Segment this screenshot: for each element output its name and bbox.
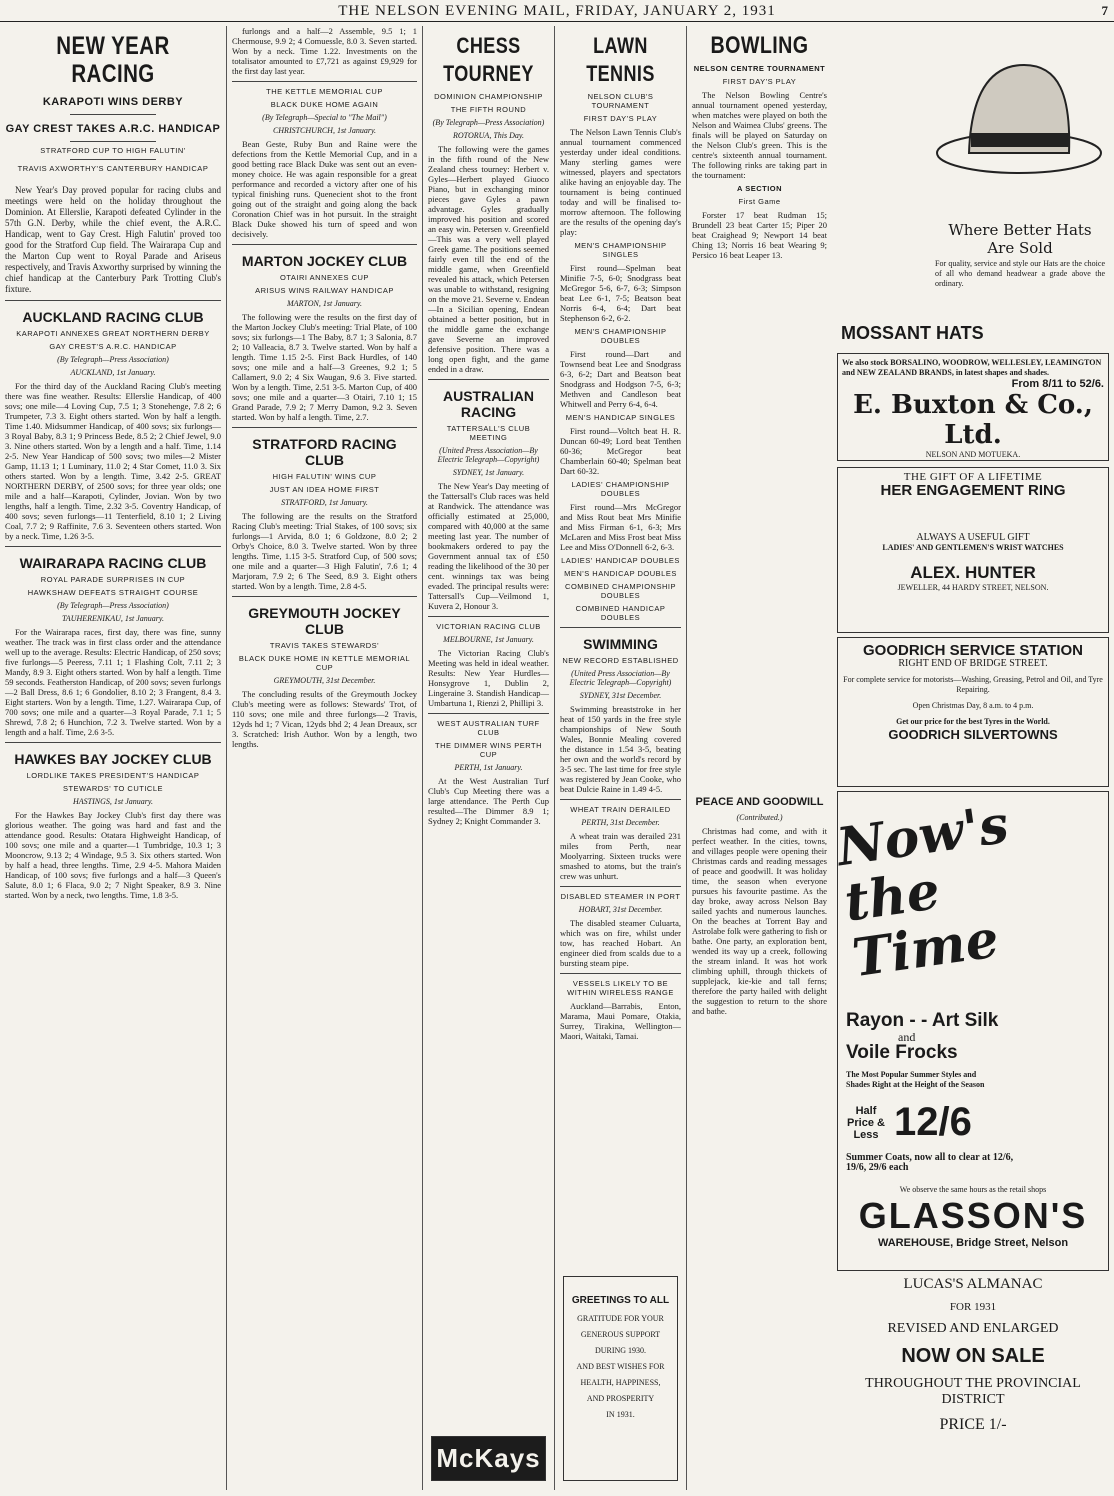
ad-copy: We also stock BORSALINO, WOODROW, WELLESLEY, LEAMINGTON and NEW ZEALAND BRANDS, in latest shapes and shades. — [842, 358, 1102, 377]
ad-line: RIGHT END OF BRIDGE STREET. — [898, 658, 1048, 669]
ad-address: JEWELLER, 44 HARDY STREET, NELSON. — [897, 583, 1049, 592]
divider — [70, 114, 156, 115]
subhead: DISABLED STEAMER IN PORT — [560, 892, 681, 901]
credit: (By Telegraph—Press Association) — [432, 118, 545, 127]
dateline: PERTH, 31st December. — [581, 818, 660, 827]
subhead: MEN'S CHAMPIONSHIP SINGLES — [574, 241, 667, 259]
credit: (By Telegraph—Press Association) — [57, 601, 169, 610]
ad-line: FOR 1931 — [949, 1301, 997, 1313]
ad-line: AND PROSPERITY — [586, 1394, 655, 1403]
ad-line: NOW ON SALE — [901, 1345, 1045, 1367]
jewellery-advertisement — [837, 467, 1109, 633]
dateline: ROTORUA, This Day. — [453, 131, 524, 140]
subhead: MEN'S HANDICAP DOUBLES — [564, 569, 677, 578]
subhead: WEST AUSTRALIAN TURF CLUB — [437, 719, 540, 737]
dateline: MELBOURNE, 1st January. — [443, 635, 534, 644]
column-5 — [687, 26, 1114, 1490]
ad-address: NELSON AND MOTUEKA. — [925, 450, 1021, 459]
ad-brand: MOSSANT HATS — [841, 323, 984, 343]
subhead: NELSON CLUB'S TOURNAMENT — [587, 92, 654, 110]
subhead: TRAVIS AXWORTHY'S CANTERBURY HANDICAP — [17, 164, 209, 173]
headline-bowling: BOWLING — [710, 32, 809, 59]
subhead: DOMINION CHAMPIONSHIP — [434, 92, 543, 101]
greetings-advertisement — [563, 1276, 678, 1481]
article-body: The Nelson Bowling Centre's annual tournament opened yesterday, when matches were played on both the Nelson and Waimea Clubs' greens. The finals will be played on Saturday on the Nelson Club's green. This is the centre's sixteenth annual tournament. The following rinks are taking part in the tournament: — [692, 90, 827, 180]
ad-headline: LUCAS'S ALMANAC — [903, 1276, 1043, 1292]
subhead: WHEAT TRAIN DERAILED — [570, 805, 671, 814]
divider — [232, 596, 417, 597]
dateline: SYDNEY, 1st January. — [452, 468, 525, 477]
ad-line: IN 1931. — [606, 1410, 635, 1419]
ad-line: HEALTH, HAPPINESS, — [580, 1378, 661, 1387]
ad-line: Open Christmas Day, 8 a.m. to 4 p.m. — [912, 701, 1034, 710]
article-body: First round—Voltch beat H. R. Duncan 60-49; Lord beat Tenthen 60-36; McGregor beat Chamberlain 60-40; Spelman beat Dart 60-32. — [560, 426, 681, 476]
ad-headline: GOODRICH SERVICE STATION — [862, 642, 1084, 659]
subhead: OTAIRI ANNEXES CUP — [280, 273, 369, 282]
column-1 — [0, 26, 226, 1490]
article-body: The New Year's Day meeting of the Tattersall's Club races was held at Randwick. The attendance was officially estimated at 25,000, compared with 40,000 at the same meeting last year. The number of bookmakers ordered to pay the Government annual tax of £50 reading the likelihood of the 30 per cent. winnings tax was being evaded. The principal results were: Tattersall's Cup—Veilmond 1, Kuvera 2, Honour 3. — [428, 481, 549, 611]
section-heading: WAIRARAPA RACING CLUB — [19, 555, 207, 571]
hat-advertisement — [837, 31, 1109, 351]
divider — [428, 713, 549, 714]
subhead: GAY CREST'S A.R.C. HANDICAP — [49, 342, 177, 351]
ad-line: THE GIFT OF A LIFETIME — [903, 471, 1043, 483]
section-heading: AUSTRALIAN RACING — [443, 388, 534, 420]
article-body: Bean Geste, Ruby Bun and Raine were the defections from the Kettle Memorial Cup, and in a good betting race Black Duke was sent out an even-money choice. He was again responsible for a great performance and recorded a victory after one of his typical finishing runs. Quenecient shot to the front going out of the straight and going along the back Coronation Chief was in hot pursuit. In the straight Black Duke showed his turn of speed and won decisively. — [232, 139, 417, 239]
dateline: CHRISTCHURCH, 1st January. — [272, 126, 377, 135]
subhead: HIGH FALUTIN' WINS CUP — [272, 472, 377, 481]
dateline: AUCKLAND, 1st January. — [70, 368, 156, 377]
subhead: KARAPOTI ANNEXES GREAT NORTHERN DERBY — [16, 329, 210, 338]
divider — [232, 81, 417, 82]
divider — [428, 379, 549, 380]
divider — [5, 546, 221, 547]
subhead: VESSELS LIKELY TO BE WITHIN WIRELESS RANGE — [567, 979, 674, 997]
ad-price: From 8/11 to 52/6. — [1011, 378, 1104, 390]
ad-brand: ALEX. HUNTER — [910, 563, 1036, 582]
section-heading: PEACE AND GOODWILL — [695, 796, 824, 808]
article-body: At the West Australian Turf Club's Cup Meeting there was a large attendance. The Perth Cup resulted—The Dimmer 8.9 1; Sydney 2; Knight Commander 3. — [428, 776, 549, 826]
credit: (By Telegraph—Press Association) — [57, 355, 169, 364]
ad-address: WAREHOUSE, Bridge Street, Nelson — [877, 1237, 1069, 1249]
article-body: Swimming breaststroke in her heat of 150 yards in the free style championships of New South Wales, Bonnie Mealing covered the distance in 1.54 3-5, beating her own and the world's record by 3-5 sec. The last time for free style was registered by Jean Cooke, who beat Dulcie Raine in 1.49 4-5. — [560, 704, 681, 794]
ad-brand: GLASSON'S — [858, 1195, 1088, 1236]
article-body: The concluding results of the Greymouth Jockey Club's meeting were as follows: Stewards' Trot, of 110 sovs; one mile and three furlongs—2 Travis, 12yds hd 1; 7 Vican, 12yds bhd 2; 4 Jean Dreaux, scr 3. Scratched: Irish Author. Won by a length, two lengths. — [232, 689, 417, 749]
dateline: TAUHERENIKAU, 1st January. — [61, 614, 165, 623]
ad-line: We observe the same hours as the retail shops — [899, 1185, 1047, 1194]
ad-price: PRICE 1/- — [939, 1416, 1007, 1433]
dateline: HOBART, 31st December. — [578, 905, 663, 914]
mckays-advertisement — [431, 1436, 546, 1481]
section-heading: STRATFORD RACING CLUB — [252, 436, 397, 468]
peace-article — [687, 786, 832, 1490]
ad-brand: McKays — [436, 1443, 541, 1473]
dateline: PERTH, 1st January. — [454, 763, 523, 772]
subhead: NEW RECORD ESTABLISHED — [562, 656, 679, 665]
subhead: STEWARDS' TO CUTICLE — [62, 784, 164, 793]
divider — [5, 742, 221, 743]
headline-chess-tourney: CHESS TOURNEY — [443, 33, 534, 86]
subhead: GAY CREST TAKES A.R.C. HANDICAP — [5, 123, 221, 135]
subhead: LADIES' HANDICAP DOUBLES — [561, 556, 680, 565]
subhead: NELSON CENTRE TOURNAMENT — [693, 64, 826, 73]
ad-headline: Rayon - - Art Silk — [846, 1010, 999, 1031]
ad-tagline: Where Better Hats Are Sold — [948, 221, 1092, 257]
ad-price-row — [838, 1100, 1108, 1145]
section-heading: SWIMMING — [583, 636, 658, 652]
dateline: STRATFORD, 1st January. — [281, 498, 368, 507]
article-body: The Nelson Lawn Tennis Club's annual tournament commenced yesterday under ideal conditions. Many sterling games were witnessed, players and spectators alike having an enjoyable day. The tournament is being continued today and will be finalised to-morrow afternoon. The following are the results of the opening day's play: — [560, 127, 681, 237]
ring-illustration — [842, 499, 1104, 533]
glassons-advertisement — [833, 791, 1109, 1271]
credit: (United Press Association—By Electric Telegraph—Copyright) — [569, 669, 672, 687]
subhead: FIRST DAY'S PLAY — [722, 77, 797, 86]
subhead: A SECTION — [736, 184, 783, 193]
article-body: Forster 17 beat Rudman 15; Brundell 23 beat Carter 15; Piper 20 beat Craighead 9; Newport 14 beat Ching 13; Norris 16 beat Wearing 9; Persico 16 beat Leaper 13. — [692, 210, 827, 260]
subhead: TATTERSALL'S CLUB MEETING — [446, 424, 531, 442]
ad-copy: The Most Popular Summer Styles and Shades Right at the Height of the Season — [846, 1070, 985, 1089]
dateline: MARTON, 1st January. — [287, 299, 362, 308]
ad-headline: HER ENGAGEMENT RING — [880, 482, 1066, 499]
subhead: First Game — [738, 197, 781, 206]
article-body: The following were the results on the first day of the Marton Jockey Club's meeting: Trial Plate, of 100 sovs; six furlongs—1 The Baby, 8.7 1; 3 Salonia, 8.7 2; 10 Valleacia, 8.7 3. Twelve started. Won by half a length. Time 1.15 2-5. First Back Hurdles, of 140 sovs; one mile and a half—3 Greenes, 9.2 1; 5 Callamert, 9.0 2; 4 Six Waugan, 9.6 3. Five started. Won by a length. Time, 2.51 3-5. Marton Cup, of 400 sovs; one mile and a quarter—3 Otairi, 7.10 1; 15 Grand Parade, 7.9 2; 7 Merry Damon, 9.2 3. Seven started. Won by half a length. Time, 2.7. — [232, 312, 417, 422]
article-body: A wheat train was derailed 231 miles from Perth, near Moolyarring. Sixteen trucks were smashed to atoms, but the train's crew was unhurt. — [560, 831, 681, 881]
ad-line: DURING 1930. — [594, 1346, 647, 1355]
masthead — [0, 0, 1114, 22]
article-body: The disabled steamer Culuarta, which was on fire, whilst under tow, has reached Hobart. An engineer died from scalds due to a bursting steam pipe. — [560, 918, 681, 968]
ad-line: ALWAYS A USEFUL GIFT — [916, 532, 1030, 543]
divider — [560, 799, 681, 800]
ad-line: GRATITUDE FOR YOUR — [577, 1314, 664, 1323]
ad-price-label: Half Price & Less — [847, 1104, 885, 1141]
goodrich-advertisement — [837, 637, 1109, 787]
subhead: MEN'S HANDICAP SINGLES — [565, 413, 676, 422]
almanac-advertisement — [837, 1270, 1109, 1490]
subhead: THE FIFTH ROUND — [450, 105, 527, 114]
ad-copy: For quality, service and style our Hats are the choice of all who demand headwear a grade above the ordinary. — [935, 259, 1105, 288]
article-body: The Victorian Racing Club's Meeting was held in ideal weather. Results: New Year Hurdles—Honsygrove 1, Dublin 2, Lingeraine 3. Standish Handicap—Umbartuna 1, Rienzi 2, Phillipi 3. — [428, 648, 549, 708]
divider — [70, 159, 156, 160]
subhead: BLACK DUKE HOME AGAIN — [270, 100, 379, 109]
ad-line: LADIES' AND GENTLEMEN'S WRIST WATCHES — [882, 543, 1064, 552]
bowling-article — [687, 26, 832, 786]
section-heading: HAWKES BAY JOCKEY CLUB — [14, 751, 212, 767]
buxton-advertisement — [837, 353, 1109, 461]
ad-line: THROUGHOUT THE PROVINCIAL DISTRICT — [865, 1376, 1081, 1407]
ad-price: 12/6 — [894, 1100, 972, 1144]
divider — [560, 973, 681, 974]
masthead-title: THE NELSON EVENING MAIL, FRIDAY, JANUARY 2, 1931 — [338, 3, 776, 19]
ad-copy: Summer Coats, now all to clear at 12/6, 19/6, 29/6 each — [846, 1152, 1014, 1173]
subhead: VICTORIAN RACING CLUB — [436, 622, 541, 631]
subhead: FIRST DAY'S PLAY — [583, 114, 658, 123]
subhead: ARISUS WINS RAILWAY HANDICAP — [255, 286, 394, 295]
article-body: The following were the games in the fifth round of the New Zealand chess tourney: Herbert v. Gyles—Herbert played Giuoco Piano, but in exchanging minor pieces gave Gyles a pawn advantage. Gyles gradually improved his position and scored an easy win. Petersen v. Greenfield—This was a very well played Greek game. The positions seemed fairly even till the end of the middle game, when Greenfield revealed his attack, which Petersen was unable to withstand, resigning on the move 21. Severne v. Endean—In a Sicilian opening, Endean obtained a better position, but in the middle game the exchange gave Severne an improved defensive position. There was a long open fight, and the game ended in a draw. — [428, 144, 549, 374]
section-heading: MARTON JOCKEY CLUB — [241, 253, 408, 269]
article-body: Auckland—Barrabis, Enton, Marama, Maui Pomare, Otakia, Surrey, Tirakina, Wellington—Maori, Waitaki, Tamai. — [560, 1001, 681, 1041]
ad-copy: For complete service for motorists—Washing, Greasing, Petrol and Oil, and Tyre Repairing. — [843, 675, 1103, 694]
subhead: ROYAL PARADE SURPRISES IN CUP — [40, 575, 186, 584]
page-number: 7 — [1101, 3, 1108, 18]
article-body: The following are the results on the Stratford Racing Club's meeting: Trial Stakes, of 100 sovs; six furlongs—1 Arvida, 8.0 1; 6 Goldzone, 8.0 2; 2 Orby's Choice, 8.0 3. Twelve started. Won by three lengths. Time, 1.15 3-5. Stratford Cup, of 500 sovs; one mile and a quarter—3 High Falutin', 7.6 1; 4 Marjoram, 7.9 2; 6 The Seed, 8.9 3. Eight others started. Won by a length. Time, 2.8 4-5. — [232, 511, 417, 591]
subhead: LADIES' CHAMPIONSHIP DOUBLES — [571, 480, 670, 498]
article-body: For the third day of the Auckland Racing Club's meeting there was fine weather. Results: Ellerslie Handicap, of 400 sovs; one mile—4 Loving Cup, 7.5 1; 3 Stonehenge, 7.8 2; 6 Trumpeter, 7.3 3. Eight others started. Won by half a length. Time 1.40. Midsummer Handicap, of 400 sovs; six furlongs—3 Royal Baby, 8.3 1; 9 Princess Bede, 8.5 2; 2 Chief Jewel, 9.0 3. Nine others started. Won by a length and a half. Time, 1.14 2-5. New Year Handicap of 500 sovs; two miles—2 Mister Gamp, 11.13 1; 1 Luminary, 11.0 2; 4 Star Comet, 11.0 3. Six others started. Won by a length. Time, 3.42 2-5. GREAT NORTHERN DERBY, of 2500 sovs; for three year olds; one mile and a half—Karapoti, Cylinder, Jovian. Won by two lengths, half a length. Time, 2.32 3-5. Coventry Handicap, of 400 sovs; seven furlongs—11 Tenterfield, 8.10 1; 2 Living Coal, 7.7 2; 9 Raffinite, 7.6 3. Seventeen others started. Won by a neck. Time, 1.26 3-5. — [5, 381, 221, 541]
article-body: For the Hawkes Bay Jockey Club's first day there was glorious weather. The going was hard and fast and the attendance good. Results: Otatara Highweight Handicap, of 100 sovs; one mile and a quarter—1 Tumbridge, 10.3 1; 3 Mooncrow, 9.13 2; 4 Windage, 9.5 3. Six others started. Won by half a head, three lengths. Time, 2.9 4-5. Mahora Maiden Handicap, of 100 sovs; five furlongs and a half—3 Queen's Salute, 8.0 1; 6 Flaca, 9.0 2; 7 Night Speaker, 8.9 3. Nine started. Won by a neck, two lengths. Time, 1.8 3-5. — [5, 810, 221, 900]
divider — [5, 300, 221, 301]
headline-new-year-racing: NEW YEAR RACING — [56, 32, 170, 88]
divider — [70, 141, 156, 142]
ad-brand: E. Buxton & Co., Ltd. — [853, 390, 1093, 450]
ad-line: GENEROUS SUPPORT — [580, 1330, 661, 1339]
ad-line: GREETINGS TO ALL — [571, 1295, 670, 1306]
column-4 — [555, 26, 686, 1490]
article-body: furlongs and a half—2 Assemble, 9.5 1; 1 Chermouse, 9.9 2; 4 Comuessle, 8.0 3. Seven started. Won by a neck. Time 1.22. Investments on the totalisator amounted to £7,721 as against £9,929 for the first day last year. — [232, 26, 417, 76]
credit: (Contributed.) — [736, 813, 783, 822]
column-3 — [423, 26, 554, 1490]
section-heading: GREYMOUTH JOCKEY CLUB — [248, 605, 401, 637]
hat-illustration — [929, 35, 1109, 195]
divider — [232, 244, 417, 245]
divider — [560, 886, 681, 887]
ad-headline: Voile Frocks — [846, 1042, 958, 1063]
subhead: THE KETTLE MEMORIAL CUP — [266, 87, 383, 96]
subhead: KARAPOTI WINS DERBY — [42, 96, 184, 108]
credit: (By Telegraph—Special to "The Mail") — [262, 113, 387, 122]
ad-line: REVISED AND ENLARGED — [887, 1321, 1059, 1336]
article-body: For the Wairarapa races, first day, there was fine, sunny weather. The track was in first class order and the attendance well up to the average. Results: Electric Handicap, of 250 sovs; five furlongs—5 Peeress, 7.11 1; 1 Flashing Colt, 7.11 2; 3 Mandy, 8.9 3. Eight others started. Won by half a length. Time 59 seconds. Featherston Handicap, of 200 sovs; seven furlongs—2 Ball Dress, 8.6 1; 6 Gondolier, 8.10 2; 3 Frangent, 8.4 3. Eight starters. Won by a length. Time, 1.27. Wairarapa Cup, of 700 sovs; one mile and a quarter—3 Royal Parade, 7.1 1; 5 Shrewd, 7.8 2; 6 Hunchion, 7.2 3. Twelve started. Won by a length and a half. Time, 2.6 3-5. — [5, 627, 221, 737]
dateline: GREYMOUTH, 31st December. — [273, 676, 376, 685]
subhead: BLACK DUKE HOME IN KETTLE MEMORIAL CUP — [238, 654, 411, 672]
ad-brand: GOODRICH SILVERTOWNS — [888, 727, 1058, 742]
ad-script-headline: Now's the Time — [833, 793, 1013, 990]
subhead: COMBINED HANDICAP DOUBLES — [575, 604, 666, 622]
article-body: First round—Mrs McGregor and Miss Rout beat Mrs Minifie and Miss Firman 6-1, 6-3; Mrs McLaren and Miss Frost beat Miss Lee and Miss O'Donnell 6-2, 6-3. — [560, 502, 681, 552]
subhead: TRAVIS TAKES STEWARDS' — [269, 641, 380, 650]
ad-line: Get our price for the best Tyres in the World. — [896, 717, 1050, 726]
dateline: SYDNEY, 31st December. — [579, 691, 662, 700]
subhead: MEN'S CHAMPIONSHIP DOUBLES — [574, 327, 667, 345]
subhead: THE DIMMER WINS PERTH CUP — [434, 741, 543, 759]
article-body: First round—Spelman beat Minifie 7-5, 6-0; Snodgrass beat McGregor 5-6, 6-7, 6-3; Simpson beat Lee 6-1, 7-5; Beatson beat Norris 6-4, 6-4; Dart beat Stephenson 6-2, 6-2. — [560, 263, 681, 323]
article-body: First round—Dart and Townsend beat Lee and Snodgrass 6-3, 6-2; Dart and Beatson beat Snodgrass and Hodgson 7-5, 6-3; Methven and Candleson beat Whitwell and Perry 6-4, 6-4. — [560, 349, 681, 409]
article-body: Christmas had come, and with it perfect weather. In the cities, towns, and villages people were opening their Christmas cards and reading messages of peace and goodwill. It was holiday time, the season when everyone pursues his favourite pastime. As the day broke, away across Nelson Bay sailed yachts and numerous launches. On the beaches at Torrent Bay and Astrolabe folk were gathering to fish or bathe. One party, an exploration bent, wended its way up a creek, following the stream inland. It was hot work climbing uphill, through thickets of supplejack, kie-kie and tall ferns; therefore the party hailed with delight the suggestion to return to the shore and bathe. — [692, 826, 827, 1016]
section-heading: AUCKLAND RACING CLUB — [22, 309, 204, 325]
dateline: HASTINGS, 1st January. — [73, 797, 153, 806]
divider — [428, 616, 549, 617]
subhead: STRATFORD CUP TO HIGH FALUTIN' — [40, 146, 186, 155]
subhead: JUST AN IDEA HOME FIRST — [269, 485, 380, 494]
article-intro: New Year's Day proved popular for racing clubs and meetings were held on the holiday throughout the Dominion. At Ellerslie, Karapoti defeated Cylinder in the 57th G.N. Derby, while the chief event, the A.R.C. Handicap, went to Gay Crest. High Falutin' proved too good for the Stratford Cup field. The Wairarapa Cup and the Marton Cup went to Royal Parade and Ariseus respectively, and Travis Axworthy surprised by winning the chief handicap at the Canterbury Park Trotting Club's fixture. — [5, 185, 221, 294]
subhead: LORDLIKE TAKES PRESIDENT'S HANDICAP — [26, 771, 200, 780]
ad-line: AND BEST WISHES FOR — [576, 1362, 665, 1371]
ad-line: and — [898, 1030, 916, 1044]
divider — [232, 427, 417, 428]
subhead: COMBINED CHAMPIONSHIP DOUBLES — [565, 582, 676, 600]
divider — [560, 627, 681, 628]
column-2 — [227, 26, 422, 1490]
credit: (United Press Association—By Electric Telegraph—Copyright) — [437, 446, 540, 464]
headline-lawn-tennis: LAWN TENNIS — [586, 33, 655, 86]
subhead: HAWKSHAW DEFEATS STRAIGHT COURSE — [27, 588, 199, 597]
